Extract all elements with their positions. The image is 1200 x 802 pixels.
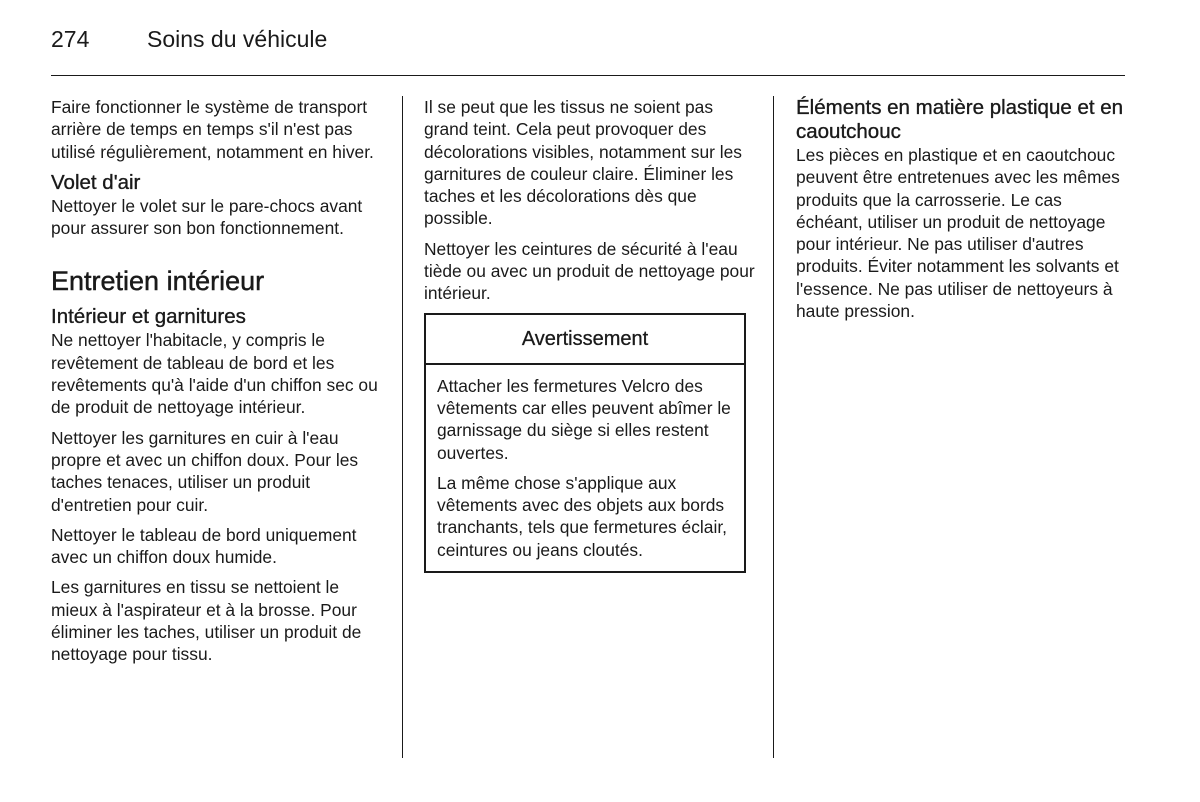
column-divider-1 [402,96,403,758]
page-number: 274 [51,26,90,52]
paragraph: Les pièces en plastique et en caoutchouc peuvent être entretenues avec les mêmes produits que la carrosserie. Le cas échéant, utiliser un produit de nettoyage pour intérieur. Ne pas utiliser d'autres produits. Éviter notamment les solvants et l'essence. Ne pas utiliser de nettoyeurs à haute pression. [796,145,1120,322]
paragraph: Il se peut que les tissus ne soient pas grand teint. Cela peut provoquer des décolorations visibles, notamment sur les garnitures de couleur claire. Éliminer les taches et les décolorations dès que possible. [424,97,743,229]
paragraph: Ne nettoyer l'habitacle, y compris le revêtement de tableau de bord et les revêtements qu'à l'aide d'un chiffon sec ou de produit de nettoyage intérieur. [51,330,378,418]
warning-body [426,365,744,571]
warning-paragraph: La même chose s'applique aux vêtements avec des objets aux bords tranchants, tels que fermetures éclair, ceintures ou jeans cloutés. [437,472,727,560]
warning-box [424,313,746,573]
column-1 [51,96,384,674]
plastic-heading: Éléments en matière plastique et en caoutchouc [796,96,1124,143]
section-title: Entretien intérieur [51,266,265,297]
volet-heading: Volet d'air [51,170,141,194]
paragraph: Nettoyer les garnitures en cuir à l'eau propre et avec un chiffon doux. Pour les taches tenaces, utiliser un produit d'entretien pour cuir. [51,427,359,515]
chapter-title: Soins du véhicule [147,26,328,52]
column-3 [796,96,1128,330]
column-2 [424,96,756,573]
interior-heading: Intérieur et garnitures [51,305,246,329]
column-divider-2 [773,96,774,758]
header-rule [51,75,1125,76]
intro-paragraph: Faire fonctionner le système de transport arrière de temps en temps s'il n'est pas utilisé régulièrement, notamment en hiver. [51,97,374,162]
paragraph: Nettoyer les ceintures de sécurité à l'eau tiède ou avec un produit de nettoyage pour intérieur. [424,238,755,304]
paragraph: Nettoyer le tableau de bord uniquement avec un chiffon doux humide. [51,524,357,568]
paragraph: Les garnitures en tissu se nettoient le mieux à l'aspirateur et à la brosse. Pour éliminer les taches, utiliser un produit de nettoyage pour tissu. [51,577,362,665]
warning-title: Avertissement [426,315,744,365]
volet-paragraph: Nettoyer le volet sur le pare-chocs avant pour assurer son bon fonctionnement. [51,195,363,239]
warning-paragraph: Attacher les fermetures Velcro des vêtements car elles peuvent abîmer le garnissage du siège si elles restent ouvertes. [437,375,731,463]
